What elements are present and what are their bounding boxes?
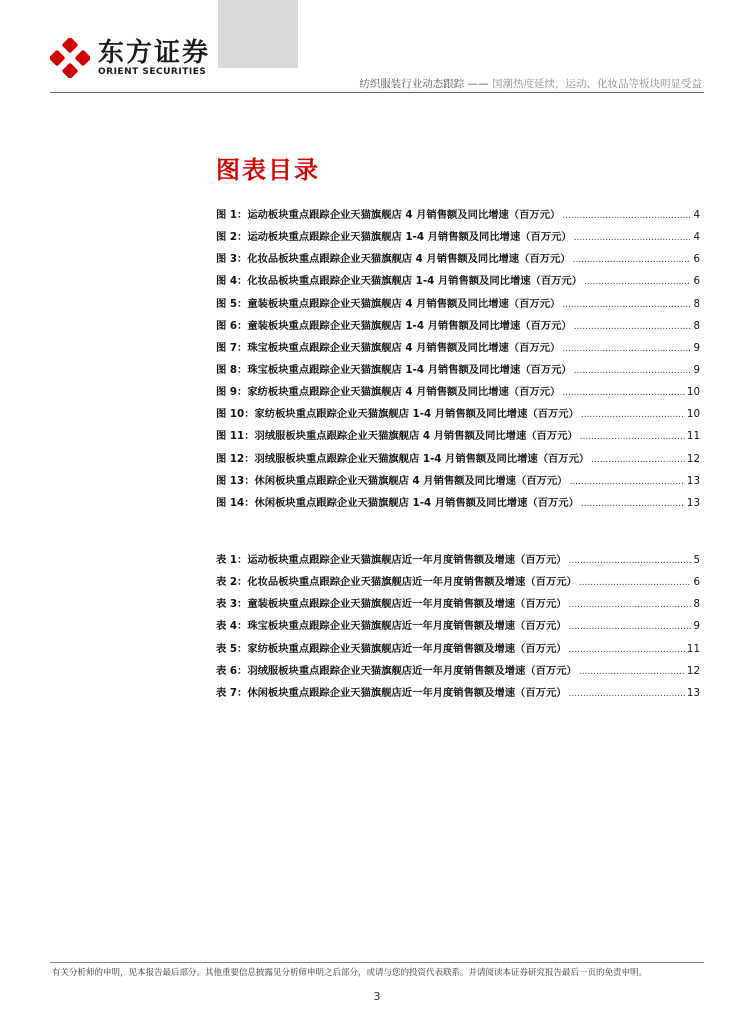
table-entry[interactable]: 表 5：家纺板块重点跟踪企业天猫旗舰店近一年月度销售额及增速（百万元） ..... 11 xyxy=(216,640,700,662)
figure-entry[interactable]: 图 4：化妆品板块重点跟踪企业天猫旗舰店 1-4 月销售额及同比增速（百万元） ..... 6 xyxy=(216,272,700,294)
report-type: 纺织服装行业动态跟踪 xyxy=(359,78,465,90)
figure-entry[interactable]: 图 11：羽绒服板块重点跟踪企业天猫旗舰店 4 月销售额及同比增速（百万元） ..... 11 xyxy=(216,427,700,449)
table-entry[interactable]: 表 7：休闲板块重点跟踪企业天猫旗舰店近一年月度销售额及增速（百万元） ..... 13 xyxy=(216,684,700,706)
table-entry[interactable]: 表 3：童装板块重点跟踪企业天猫旗舰店近一年月度销售额及增速（百万元） ..... 8 xyxy=(216,595,700,617)
footer-rule xyxy=(50,962,704,963)
figure-entry[interactable]: 图 12：羽绒服板块重点跟踪企业天猫旗舰店 1-4 月销售额及同比增速（百万元） ..... 12 xyxy=(216,450,700,472)
table-list xyxy=(216,551,700,706)
page-number: 3 xyxy=(373,990,381,1003)
header-rule xyxy=(50,92,704,93)
figure-entry[interactable]: 图 6：童装板块重点跟踪企业天猫旗舰店 1-4 月销售额及同比增速（百万元） ..... 8 xyxy=(216,317,700,339)
figure-entry[interactable]: 图 1：运动板块重点跟踪企业天猫旗舰店 4 月销售额及同比增速（百万元） ..... 4 xyxy=(216,206,700,228)
figure-entry[interactable]: 图 7：珠宝板块重点跟踪企业天猫旗舰店 4 月销售额及同比增速（百万元） ..... 9 xyxy=(216,339,700,361)
table-entry[interactable]: 表 2：化妆品板块重点跟踪企业天猫旗舰店近一年月度销售额及增速（百万元） ..... 6 xyxy=(216,573,700,595)
table-entry[interactable]: 表 1：运动板块重点跟踪企业天猫旗舰店近一年月度销售额及增速（百万元） ..... 5 xyxy=(216,551,700,573)
figure-entry[interactable]: 图 2：运动板块重点跟踪企业天猫旗舰店 1-4 月销售额及同比增速（百万元） ..... 4 xyxy=(216,228,700,250)
company-logo xyxy=(50,38,210,78)
toc-title: 图表目录 xyxy=(216,156,320,184)
orient-logo-icon xyxy=(50,38,90,78)
header-decor-block xyxy=(218,0,298,68)
logo-english-name: ORIENT SECURITIES xyxy=(98,66,207,77)
figure-entry[interactable]: 图 3：化妆品板块重点跟踪企业天猫旗舰店 4 月销售额及同比增速（百万元） ..... 6 xyxy=(216,250,700,272)
figure-list xyxy=(216,206,700,516)
figure-entry[interactable]: 图 5：童装板块重点跟踪企业天猫旗舰店 4 月销售额及同比增速（百万元） ..... 8 xyxy=(216,295,700,317)
footer-disclaimer: 有关分析师的申明，见本报告最后部分。其他重要信息披露见分析师申明之后部分，或请与您的投资代表联系。并请阅读本证券研究报告最后一页的免责申明。 xyxy=(52,968,648,978)
running-header xyxy=(359,76,702,91)
figure-entry[interactable]: 图 9：家纺板块重点跟踪企业天猫旗舰店 4 月销售额及同比增速（百万元） ..... 10 xyxy=(216,383,700,405)
report-subtitle: 国潮热度延续，运动、化妆品等板块明显受益 xyxy=(492,78,702,90)
table-entry[interactable]: 表 6：羽绒服板块重点跟踪企业天猫旗舰店近一年月度销售额及增速（百万元） ..... 12 xyxy=(216,662,700,684)
figure-entry[interactable]: 图 10：家纺板块重点跟踪企业天猫旗舰店 1-4 月销售额及同比增速（百万元） ..... 10 xyxy=(216,405,700,427)
figure-entry[interactable]: 图 14：休闲板块重点跟踪企业天猫旗舰店 1-4 月销售额及同比增速（百万元） ..... 13 xyxy=(216,494,700,516)
figure-entry[interactable]: 图 13：休闲板块重点跟踪企业天猫旗舰店 4 月销售额及同比增速（百万元） ..... 13 xyxy=(216,472,700,494)
logo-chinese-name: 东方证券 xyxy=(98,37,211,68)
figure-entry[interactable]: 图 8：珠宝板块重点跟踪企业天猫旗舰店 1-4 月销售额及同比增速（百万元） ..... 9 xyxy=(216,361,700,383)
header-separator: —— xyxy=(464,78,492,90)
table-entry[interactable]: 表 4：珠宝板块重点跟踪企业天猫旗舰店近一年月度销售额及增速（百万元） ..... 9 xyxy=(216,617,700,639)
